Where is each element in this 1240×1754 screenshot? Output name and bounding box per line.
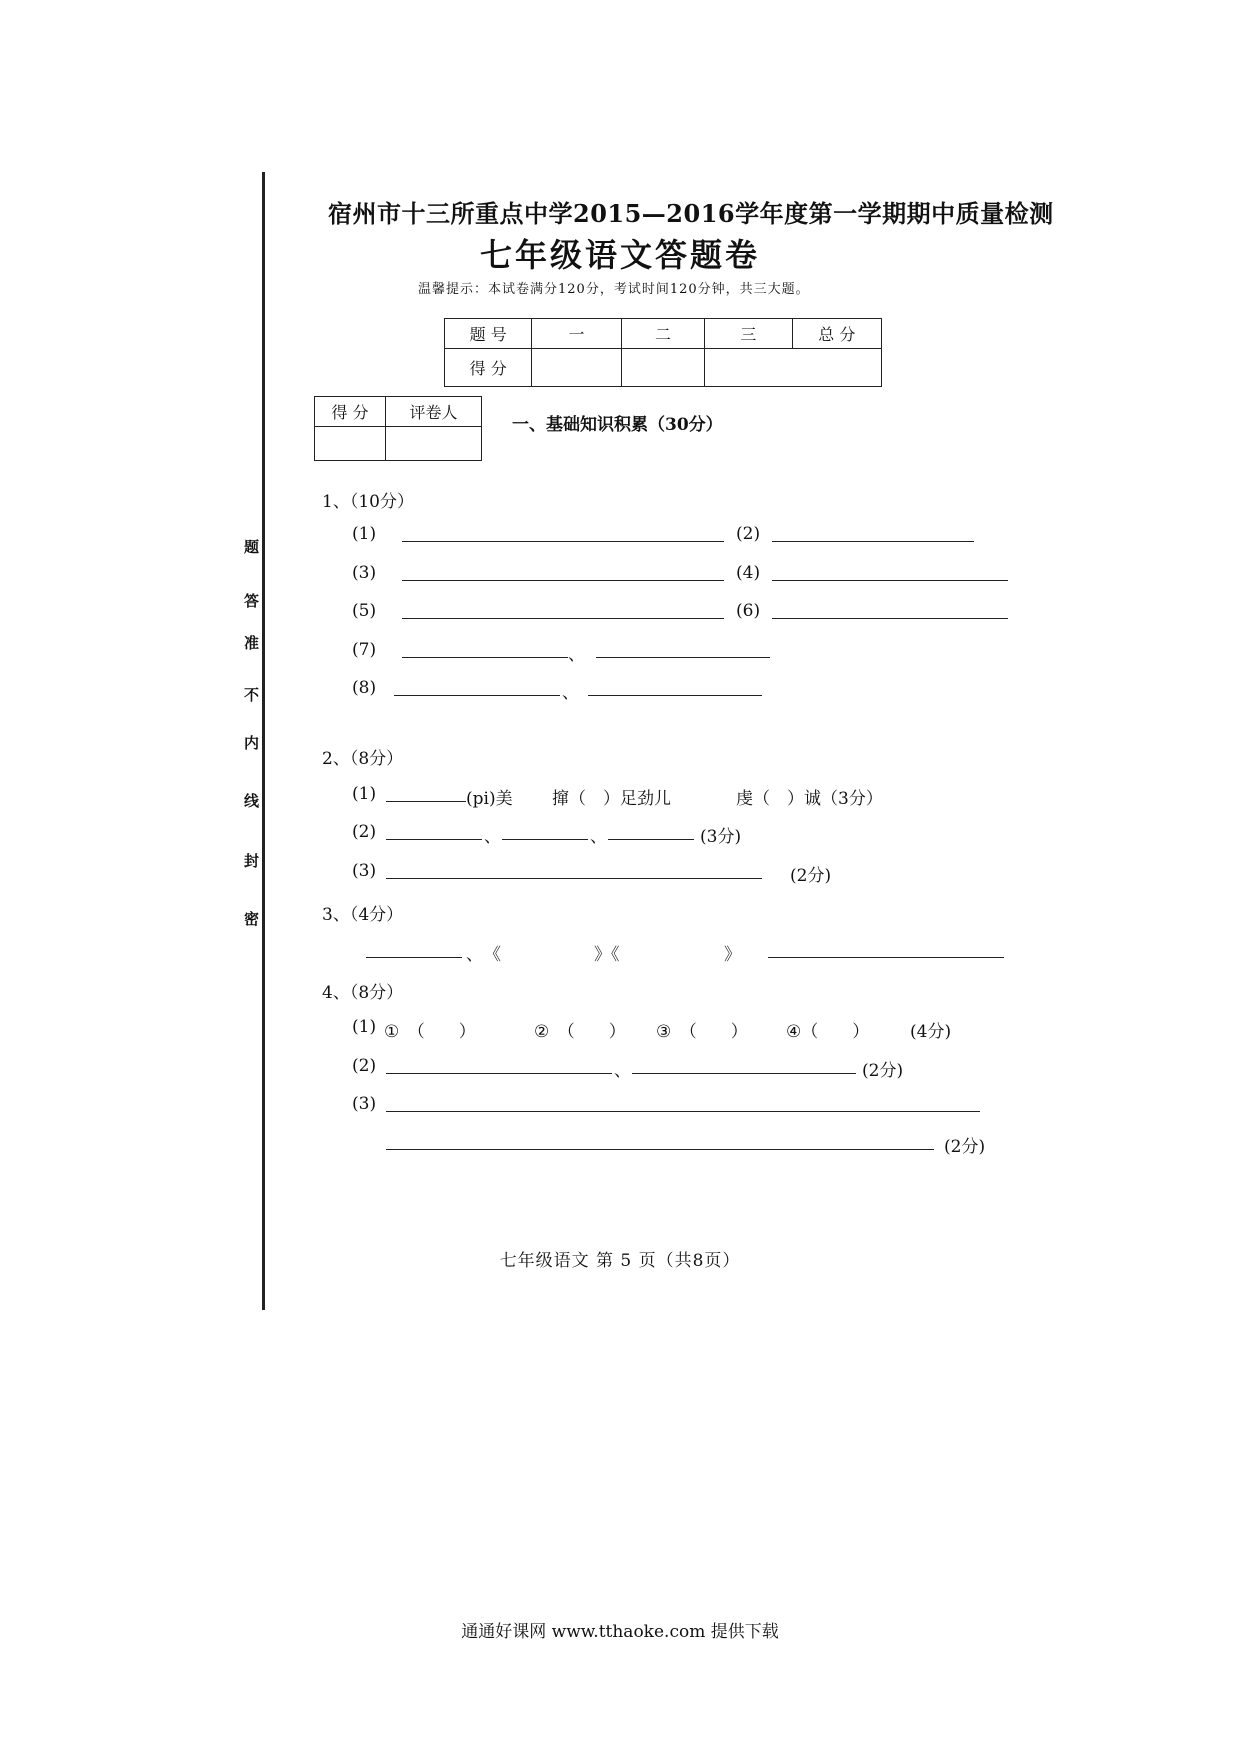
site-credit: 通通好课网 www.tthaoke.com 提供下载 (461, 1622, 779, 1642)
q1-item-label: (7) (352, 640, 377, 660)
answer-line[interactable] (366, 957, 462, 958)
score-table-header: 三 (705, 319, 792, 349)
grader-name-label: 评卷人 (385, 397, 481, 427)
score-table-header: 一 (532, 319, 621, 349)
q2-part-label: (2) (352, 822, 377, 842)
score-table-header: 二 (621, 319, 704, 349)
q2-part-label: (3) (352, 861, 377, 881)
seal-char: 不 (244, 686, 260, 704)
score-table-header: 总 分 (792, 319, 881, 349)
section-title: 一、基础知识积累（30分） (512, 415, 723, 435)
q2-part-score: (3分) (700, 827, 742, 847)
book-title-open: 《 (484, 945, 501, 965)
grader-name-cell[interactable] (385, 427, 481, 461)
answer-line[interactable] (402, 541, 724, 542)
answer-line[interactable] (402, 618, 724, 619)
q2-pinyin-word: (pi)美 (466, 789, 513, 809)
q4-part-label: (2) (352, 1056, 377, 1076)
q4-choice: ④（ ） (786, 1022, 870, 1042)
answer-line[interactable] (386, 839, 482, 840)
question-2-heading: 2、（8分） (322, 749, 404, 769)
answer-line[interactable] (632, 1073, 856, 1074)
seal-char: 密 (244, 910, 260, 928)
separator: 、 (562, 683, 579, 703)
seal-char: 封 (244, 852, 260, 870)
answer-line[interactable] (386, 1149, 934, 1150)
q4-part-label: (1) (352, 1017, 377, 1037)
q1-item-label: (6) (736, 601, 761, 621)
separator: 、 (614, 1061, 631, 1081)
score-cell[interactable] (621, 349, 704, 387)
q4-part-score: (2分) (862, 1061, 904, 1081)
q4-choice: ③ （ ） (656, 1022, 748, 1042)
q1-item-label: (3) (352, 563, 377, 583)
answer-line[interactable] (772, 618, 1008, 619)
q4-part-label: (3) (352, 1094, 377, 1114)
answer-line[interactable] (596, 657, 770, 658)
q2-part-score: (2分) (790, 866, 832, 886)
answer-line[interactable] (394, 695, 560, 696)
book-title-close: 》 (724, 945, 741, 965)
grader-score-label: 得 分 (315, 397, 386, 427)
q1-item-label: (4) (736, 563, 761, 583)
q1-item-label: (5) (352, 601, 377, 621)
separator: 、 (590, 827, 607, 847)
seal-binding-line (262, 172, 265, 1310)
seal-char: 答 (244, 592, 260, 610)
separator: 、 (568, 645, 585, 665)
answer-line[interactable] (386, 1111, 980, 1112)
answer-line[interactable] (588, 695, 762, 696)
answer-line[interactable] (386, 878, 762, 879)
score-table-header: 题 号 (445, 319, 532, 349)
separator: 、 (466, 945, 483, 965)
q4-choice: ② （ ） (534, 1022, 626, 1042)
question-4-heading: 4、（8分） (322, 983, 404, 1003)
seal-char: 线 (244, 792, 260, 810)
seal-char: 内 (244, 734, 260, 752)
answer-line[interactable] (772, 541, 974, 542)
question-1-heading: 1、（10分） (322, 492, 414, 512)
answer-line[interactable] (502, 839, 588, 840)
q1-item-label: (2) (736, 524, 761, 544)
answer-line[interactable] (386, 1073, 612, 1074)
q4-part-score: (2分) (944, 1137, 986, 1157)
page-footer: 七年级语文 第 5 页（共8页） (499, 1251, 741, 1271)
q2-word-b: 撺（ ）足劲儿 (552, 789, 671, 809)
answer-line[interactable] (768, 957, 1004, 958)
q4-choice: ① （ ） (384, 1022, 476, 1042)
school-title: 宿州市十三所重点中学2015—2016学年度第一学期期中质量检测 (328, 199, 1054, 228)
answer-line[interactable] (402, 657, 568, 658)
answer-line[interactable] (608, 839, 694, 840)
q2-word-c: 虔（ ）诚（3分） (736, 789, 883, 809)
answer-line[interactable] (386, 801, 466, 802)
answer-line[interactable] (772, 580, 1008, 581)
grader-table (314, 396, 482, 461)
score-cell[interactable] (705, 349, 882, 387)
q1-item-label: (1) (352, 524, 377, 544)
score-table-row-label: 得 分 (445, 349, 532, 387)
paper-title: 七年级语文答题卷 (479, 236, 760, 274)
seal-char: 准 (244, 634, 260, 652)
book-title-close-open: 》《 (594, 945, 620, 965)
answer-line[interactable] (402, 580, 724, 581)
q1-item-label: (8) (352, 678, 377, 698)
score-table (444, 318, 882, 387)
q2-part-label: (1) (352, 784, 377, 804)
separator: 、 (484, 827, 501, 847)
exam-tip: 温馨提示：本试卷满分120分，考试时间120分钟，共三大题。 (418, 282, 810, 297)
q4-part-score: (4分) (910, 1022, 952, 1042)
score-cell[interactable] (532, 349, 621, 387)
seal-char: 题 (244, 538, 260, 556)
grader-score-cell[interactable] (315, 427, 386, 461)
question-3-heading: 3、（4分） (322, 905, 404, 925)
